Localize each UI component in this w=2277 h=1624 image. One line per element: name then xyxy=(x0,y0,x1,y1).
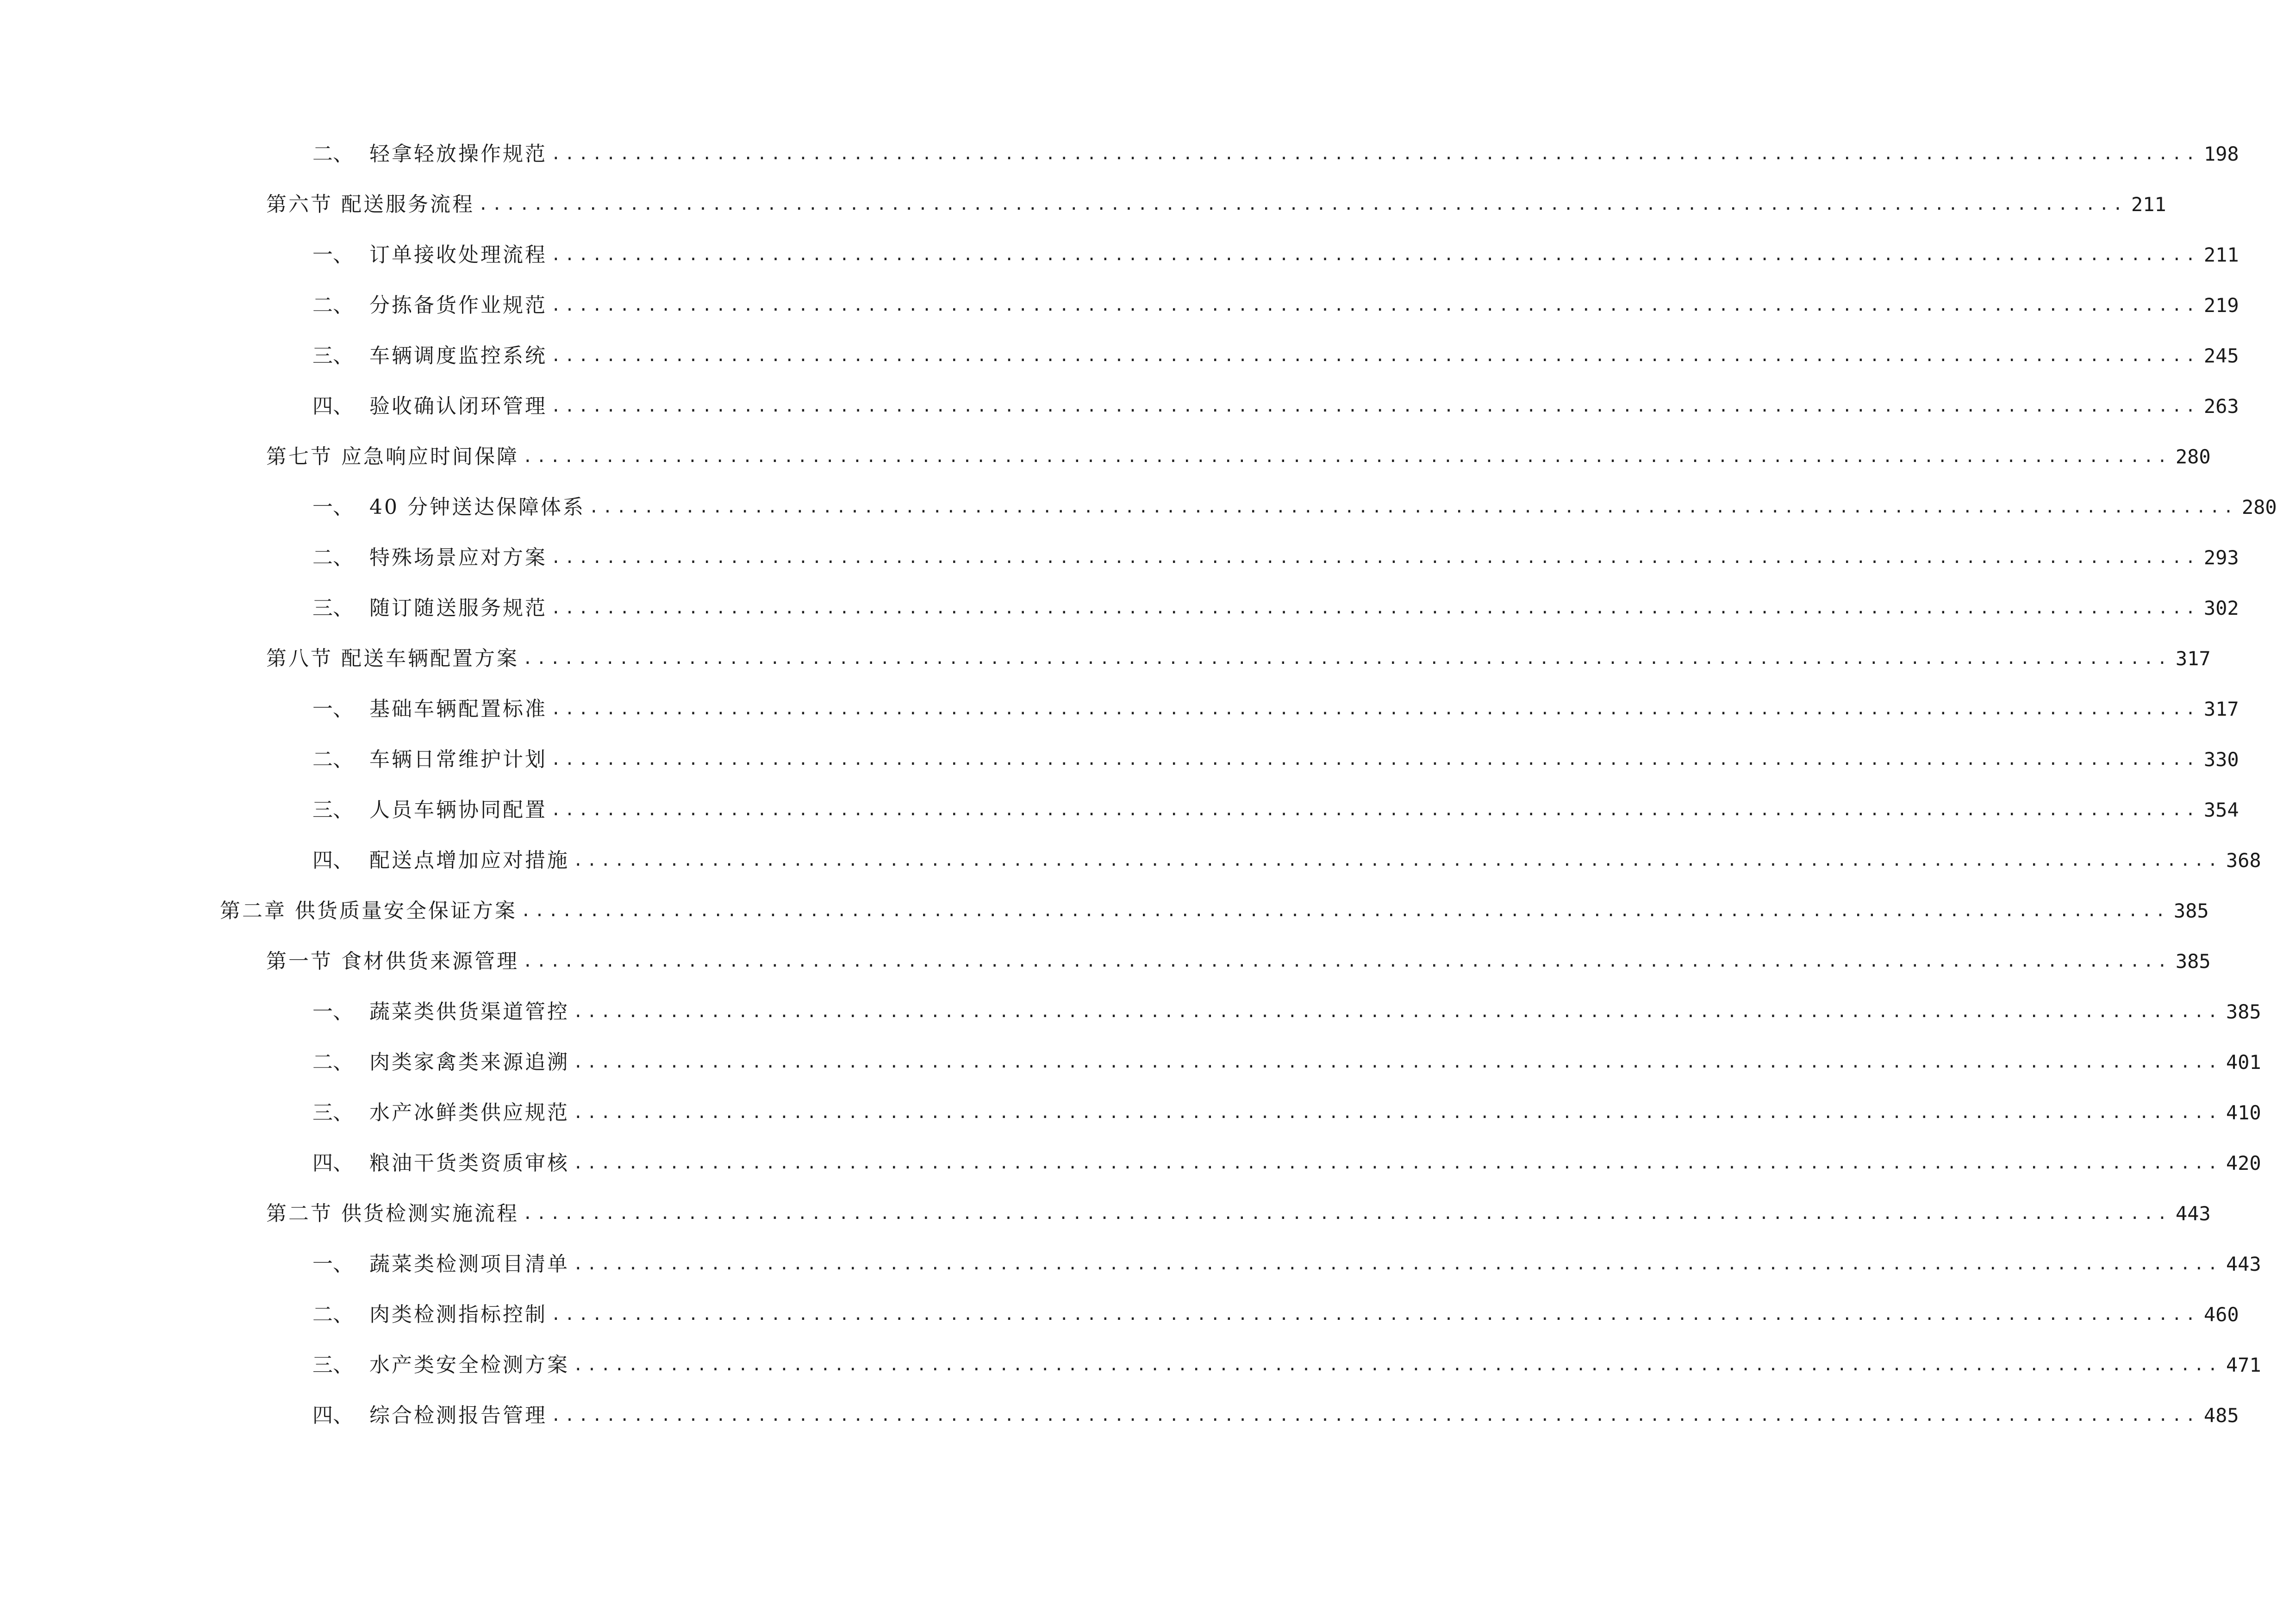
toc-dot-leader: ........................................................................................................................ xyxy=(478,195,2127,214)
toc-entry-title: 随订随送服务规范 xyxy=(369,596,547,620)
toc-entry-title: 第一节 食材供货来源管理 xyxy=(266,949,519,973)
toc-entry[interactable] xyxy=(266,640,2211,677)
toc-entry-page: 245 xyxy=(2203,344,2239,367)
toc-entry-title: 人员车辆协同配置 xyxy=(369,798,547,822)
toc-entry-title: 40 分钟送达保障体系 xyxy=(369,495,585,519)
toc-entry[interactable] xyxy=(312,1397,2239,1434)
toc-entry-page: 485 xyxy=(2203,1404,2239,1427)
toc-entry-title: 验收确认闭环管理 xyxy=(369,394,547,418)
toc-entry-page: 368 xyxy=(2226,849,2261,872)
toc-entry-page: 280 xyxy=(2175,445,2211,468)
toc-entry-number: 一、 xyxy=(312,495,353,519)
toc-entry[interactable] xyxy=(312,337,2239,375)
toc-entry-page: 420 xyxy=(2226,1152,2261,1174)
toc-entry[interactable] xyxy=(266,943,2211,980)
toc-dot-leader: ........................................................................................................................ xyxy=(551,346,2199,365)
toc-entry[interactable] xyxy=(312,993,2261,1031)
toc-entry-title: 基础车辆配置标准 xyxy=(369,697,547,721)
toc-entry[interactable] xyxy=(312,287,2239,324)
toc-entry-title: 肉类检测指标控制 xyxy=(369,1303,547,1326)
toc-entry[interactable] xyxy=(220,893,2209,930)
toc-entry-number: 二、 xyxy=(312,748,353,771)
toc-entry-page: 471 xyxy=(2226,1354,2261,1376)
toc-entry-title: 第二节 供货检测实施流程 xyxy=(266,1202,519,1225)
toc-entry-number: 三、 xyxy=(312,344,353,368)
toc-dot-leader: ........................................................................................................................ xyxy=(523,952,2171,971)
toc-entry[interactable] xyxy=(312,691,2239,728)
toc-dot-leader: ........................................................................................................................ xyxy=(588,498,2237,517)
toc-entry-page: 330 xyxy=(2203,748,2239,771)
toc-dot-leader: ........................................................................................................................ xyxy=(573,1154,2221,1173)
toc-entry-title: 水产类安全检测方案 xyxy=(369,1353,569,1377)
toc-entry-title: 肉类家禽类来源追溯 xyxy=(369,1050,569,1074)
toc-entry-page: 385 xyxy=(2226,1000,2261,1023)
toc-dot-leader: ........................................................................................................................ xyxy=(551,1406,2199,1425)
toc-dot-leader: ........................................................................................................................ xyxy=(551,700,2199,718)
toc-entry-page: 385 xyxy=(2173,899,2209,922)
toc-dot-leader: ........................................................................................................................ xyxy=(573,1053,2221,1072)
toc-entry-page: 219 xyxy=(2203,294,2239,317)
toc-entry[interactable] xyxy=(312,1094,2261,1131)
toc-dot-leader: ........................................................................................................................ xyxy=(573,1002,2221,1021)
toc-entry[interactable] xyxy=(312,388,2239,425)
toc-entry[interactable] xyxy=(312,842,2261,879)
toc-entry-page: 211 xyxy=(2131,193,2166,216)
toc-entry-page: 293 xyxy=(2203,546,2239,569)
toc-dot-leader: ........................................................................................................................ xyxy=(523,1204,2171,1223)
toc-entry[interactable] xyxy=(266,1195,2211,1232)
toc-dot-leader: ........................................................................................................................ xyxy=(551,296,2199,315)
toc-entry-title: 蔬菜类供货渠道管控 xyxy=(369,1000,569,1024)
toc-entry-title: 粮油干货类资质审核 xyxy=(369,1151,569,1175)
toc-dot-leader: ........................................................................................................................ xyxy=(573,1103,2221,1122)
toc-entry-page: 443 xyxy=(2175,1202,2211,1225)
toc-entry[interactable] xyxy=(312,1044,2261,1081)
toc-entry[interactable] xyxy=(312,489,2277,526)
toc-dot-leader: ........................................................................................................................ xyxy=(551,397,2199,416)
toc-entry-number: 三、 xyxy=(312,798,353,822)
toc-entry-title: 轻拿轻放操作规范 xyxy=(369,142,547,166)
toc-entry-page: 401 xyxy=(2226,1051,2261,1074)
toc-entry-page: 263 xyxy=(2203,395,2239,418)
toc-entry-number: 一、 xyxy=(312,1000,353,1024)
toc-entry-page: 211 xyxy=(2203,244,2239,266)
toc-entry-title: 车辆日常维护计划 xyxy=(369,748,547,771)
toc-entry[interactable] xyxy=(266,186,2166,223)
toc-entry-page: 317 xyxy=(2203,698,2239,720)
toc-entry-page: 410 xyxy=(2226,1101,2261,1124)
toc-entry-title: 第二章 供货质量安全保证方案 xyxy=(220,899,517,923)
toc-entry-number: 三、 xyxy=(312,1101,353,1124)
toc-entry-number: 二、 xyxy=(312,1050,353,1074)
toc-entry-title: 第七节 应急响应时间保障 xyxy=(266,445,519,468)
toc-entry-number: 四、 xyxy=(312,1151,353,1175)
toc-entry[interactable] xyxy=(312,1296,2239,1333)
toc-dot-leader: ........................................................................................................................ xyxy=(551,548,2199,567)
toc-entry[interactable] xyxy=(312,1347,2261,1384)
toc-dot-leader: ........................................................................................................................ xyxy=(573,1255,2221,1274)
toc-entry-title: 综合检测报告管理 xyxy=(369,1404,547,1427)
toc-entry[interactable] xyxy=(312,136,2239,173)
toc-dot-leader: ........................................................................................................................ xyxy=(521,901,2169,920)
toc-entry-page: 460 xyxy=(2203,1303,2239,1326)
toc-entry-page: 354 xyxy=(2203,799,2239,821)
toc-entry-title: 分拣备货作业规范 xyxy=(369,294,547,317)
toc-entry-page: 302 xyxy=(2203,597,2239,619)
toc-dot-leader: ........................................................................................................................ xyxy=(551,1305,2199,1324)
toc-entry-number: 二、 xyxy=(312,1303,353,1326)
toc-entry-number: 四、 xyxy=(312,849,353,872)
toc-entry-number: 一、 xyxy=(312,243,353,267)
toc-entry-number: 二、 xyxy=(312,294,353,317)
toc-entry[interactable] xyxy=(312,1246,2261,1283)
toc-entry-number: 四、 xyxy=(312,1404,353,1427)
toc-entry-number: 一、 xyxy=(312,1252,353,1276)
toc-entry-title: 配送点增加应对措施 xyxy=(369,849,569,872)
toc-entry[interactable] xyxy=(266,438,2211,475)
toc-entry-number: 三、 xyxy=(312,596,353,620)
toc-entry-title: 水产冰鲜类供应规范 xyxy=(369,1101,569,1124)
toc-dot-leader: ........................................................................................................................ xyxy=(523,447,2171,466)
toc-entry[interactable] xyxy=(312,741,2239,778)
toc-entry[interactable] xyxy=(312,237,2239,274)
toc-entry-page: 443 xyxy=(2226,1253,2261,1275)
toc-dot-leader: ........................................................................................................................ xyxy=(551,245,2199,264)
toc-entry-page: 198 xyxy=(2203,143,2239,165)
toc-entry[interactable] xyxy=(312,590,2239,627)
toc-entry-number: 二、 xyxy=(312,546,353,569)
toc-dot-leader: ........................................................................................................................ xyxy=(573,1355,2221,1374)
toc-entry[interactable] xyxy=(312,1145,2261,1182)
toc-entry-number: 四、 xyxy=(312,394,353,418)
toc-entry-title: 第六节 配送服务流程 xyxy=(266,193,474,216)
toc-entry-number: 一、 xyxy=(312,697,353,721)
toc-dot-leader: ........................................................................................................................ xyxy=(551,750,2199,769)
toc-dot-leader: ........................................................................................................................ xyxy=(551,599,2199,618)
toc-entry-page: 280 xyxy=(2241,496,2277,518)
toc-entry-title: 特殊场景应对方案 xyxy=(369,546,547,569)
toc-entry-title: 订单接收处理流程 xyxy=(369,243,547,267)
toc-entry-title: 车辆调度监控系统 xyxy=(369,344,547,368)
toc-dot-leader: ........................................................................................................................ xyxy=(573,851,2221,870)
toc-entry-page: 385 xyxy=(2175,950,2211,973)
toc-entry-number: 三、 xyxy=(312,1353,353,1377)
toc-entry[interactable] xyxy=(312,792,2239,829)
toc-entry-title: 第八节 配送车辆配置方案 xyxy=(266,647,519,670)
toc-entry[interactable] xyxy=(312,539,2239,576)
toc-entry-title: 蔬菜类检测项目清单 xyxy=(369,1252,569,1276)
toc-dot-leader: ........................................................................................................................ xyxy=(551,800,2199,819)
toc-dot-leader: ........................................................................................................................ xyxy=(523,649,2171,668)
toc-entry-number: 二、 xyxy=(312,142,353,166)
toc-dot-leader: ........................................................................................................................ xyxy=(551,144,2199,163)
toc-entry-page: 317 xyxy=(2175,647,2211,670)
